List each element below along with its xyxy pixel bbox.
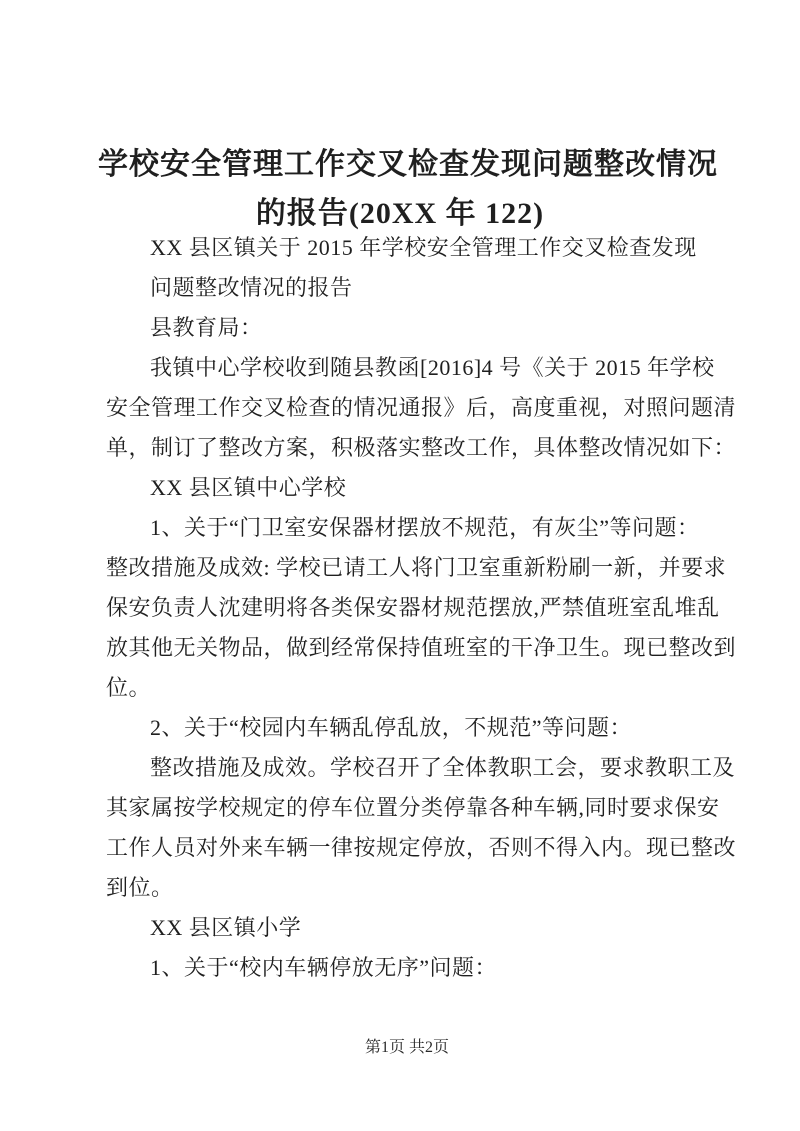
text-line: 2、关于“校园内车辆乱停乱放，不规范”等问题： — [150, 715, 633, 740]
text-line: 其家属按学校规定的停车位置分类停靠各种车辆,同时要求保安 — [106, 795, 720, 820]
text-line: XX 县区镇小学 — [150, 915, 302, 940]
text-line: XX 县区镇关于 2015 年学校安全管理工作交叉检查发现 — [150, 235, 697, 260]
text-line: 整改措施及成效: 学校已请工人将门卫室重新粉刷一新，并要求 — [106, 555, 727, 580]
text-line: XX 县区镇中心学校 — [150, 475, 347, 500]
text-line: 整改措施及成效。学校召开了全体教职工会，要求教职工及 — [150, 755, 736, 780]
document-title-line-2: 的报告(20XX 年 122) — [255, 197, 545, 230]
text-line: 保安负责人沈建明将各类保安器材规范摆放,严禁值班室乱堆乱 — [106, 595, 720, 620]
document-title-line-1: 学校安全管理工作交叉检查发现问题整改情况 — [98, 148, 718, 181]
document-title — [98, 140, 718, 238]
document-body — [106, 228, 737, 988]
text-line: 到位。 — [106, 875, 174, 900]
text-line: 问题整改情况的报告 — [150, 275, 353, 300]
text-line: 单，制订了整改方案，积极落实整改工作，具体整改情况如下： — [106, 435, 737, 460]
text-line: 县教育局： — [150, 315, 263, 340]
text-line: 1、关于“校内车辆停放无序”问题： — [150, 955, 498, 980]
page-number-footer: 第1页 共2页 — [364, 1039, 449, 1056]
text-line: 我镇中心学校收到随县教函[2016]4 号《关于 2015 年学校 — [150, 355, 715, 380]
text-line: 工作人员对外来车辆一律按规定停放，否则不得入内。现已整改 — [106, 835, 737, 860]
text-line: 1、关于“门卫室安保器材摆放不规范，有灰尘”等问题： — [150, 515, 700, 540]
text-line: 安全管理工作交叉检查的情况通报》后，高度重视，对照问题清 — [106, 395, 737, 420]
text-line: 放其他无关物品，做到经常保持值班室的干净卫生。现已整改到 — [106, 635, 737, 660]
text-line: 位。 — [106, 675, 152, 700]
